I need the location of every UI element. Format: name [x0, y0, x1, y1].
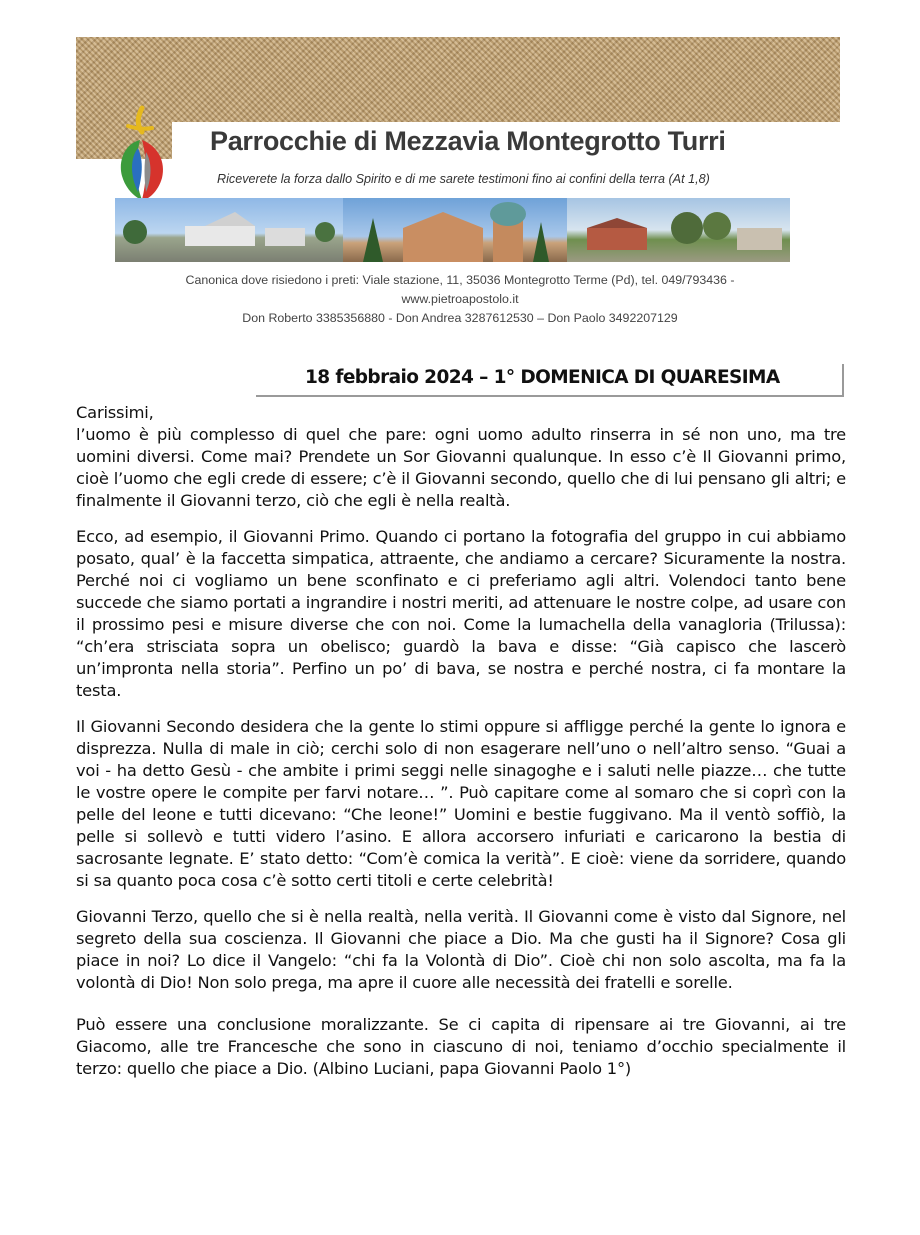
contact-info — [0, 271, 920, 328]
website-line: www.pietroapostolo.it — [401, 292, 519, 306]
address-line: Canonica dove risiedono i preti: Viale stazione, 11, 35036 Montegrotto Terme (Pd), tel. 049/793436 - — [185, 273, 735, 287]
letter-body — [76, 402, 846, 1094]
church-photo-turri — [567, 198, 790, 262]
parish-logo-icon — [112, 100, 174, 206]
church-photos — [115, 198, 790, 262]
paragraph-1: l’uomo è più complesso di quel che pare: ogni uomo adulto rinserra in sé non uno, ma tre uomini diversi. Come mai? Prendete un Sor Giovanni qualunque. In esso c’è Il Giovanni primo, cioè l’uomo che egli crede di essere; c’è il Giovanni secondo, quello che di lui pensano gli altri; e finalmente il Giovanni terzo, ciò che egli è nella realtà. — [76, 425, 846, 510]
priests-phone-line: Don Roberto 3385356880 - Don Andrea 3287612530 – Don Paolo 3492207129 — [242, 311, 678, 325]
paragraph-3: Il Giovanni Secondo desidera che la gente lo stimi oppure si affligge perché la gente lo ignora e disprezza. Nulla di male in ciò; cerchi solo di non esagerare nell’uno o nell’altro senso. “Guai a voi - ha detto Gesù - che ambite i primi seggi nelle sinagoghe e i saluti nelle piazze… che tutte le vostre opere le compite per farvi notare… ”. Può capitare come al somaro che si coprì con la pelle del leone e tutti dicevano: “Che leone!” Uomini e bestie fuggivano. Ma il ventò soffiò, la pelle si sollevò e tutti videro l’asino. E allora accorsero infuriati e caricarono la bestia di sacrosante legnate. E’ stato detto: “Com’è comica la verità”. E cioè: viene da sorridere, quando si sa quanto poca cosa c’è sotto certi titoli e certe celebrità! — [76, 717, 846, 890]
parish-title: Parrocchie di Mezzavia Montegrotto Turri — [210, 126, 726, 156]
church-photo-mezzavia — [115, 198, 343, 262]
parish-motto: Riceverete la forza dallo Spirito e di me sarete testimoni fino ai confini della terra (At 1,8) — [217, 172, 710, 186]
church-photo-montegrotto — [343, 198, 567, 262]
date-heading: 18 febbraio 2024 – 1° DOMENICA DI QUARESIMA — [305, 367, 780, 388]
paragraph-2: Ecco, ad esempio, il Giovanni Primo. Quando ci portano la fotografia del gruppo in cui abbiamo posato, qual’ è la faccetta simpatica, attraente, che andiamo a cercare? Sicuramente la nostra. Perché noi ci vogliamo un bene sconfinato e ci preferiamo agli altri. Volendoci tanto bene succede che siamo portati a ingrandire i nostri meriti, ad attenuare le nostre colpe, ad usare con il prossimo pesi e misure diverse che con noi. Come la lumachella della vanagloria (Trilussa): “ch’era strisciata sopra un obelisco; guardò la bava e disse: “Già capisco che lascerò un’impronta nella storia”. Perfino un po’ di bava, se nostra e perché nostra, ci fa montare la testa. — [76, 527, 846, 700]
letter-greeting: Carissimi, — [76, 403, 154, 422]
paragraph-4: Giovanni Terzo, quello che si è nella realtà, nella verità. Il Giovanni come è visto dal Signore, nel segreto della sua coscienza. Il Giovanni che piace a Dio. Ma che gusti ha il Signore? Cosa gli piace in noi? Lo dice il Vangelo: “chi fa la Volontà di Dio”. Cioè chi non solo ascolta, ma fa la volontà di Dio! Non solo prega, ma apre il cuore alle necessità dei fratelli e sorelle. — [76, 907, 846, 992]
paragraph-5: Può essere una conclusione moralizzante. Se ci capita di ripensare ai tre Giovanni, ai tre Giacomo, alle tre Francesche che sono in ciascuno di noi, teniamo d’occhio specialmente il terzo: quello che piace a Dio. (Albino Luciani, papa Giovanni Paolo 1°) — [76, 1015, 846, 1078]
